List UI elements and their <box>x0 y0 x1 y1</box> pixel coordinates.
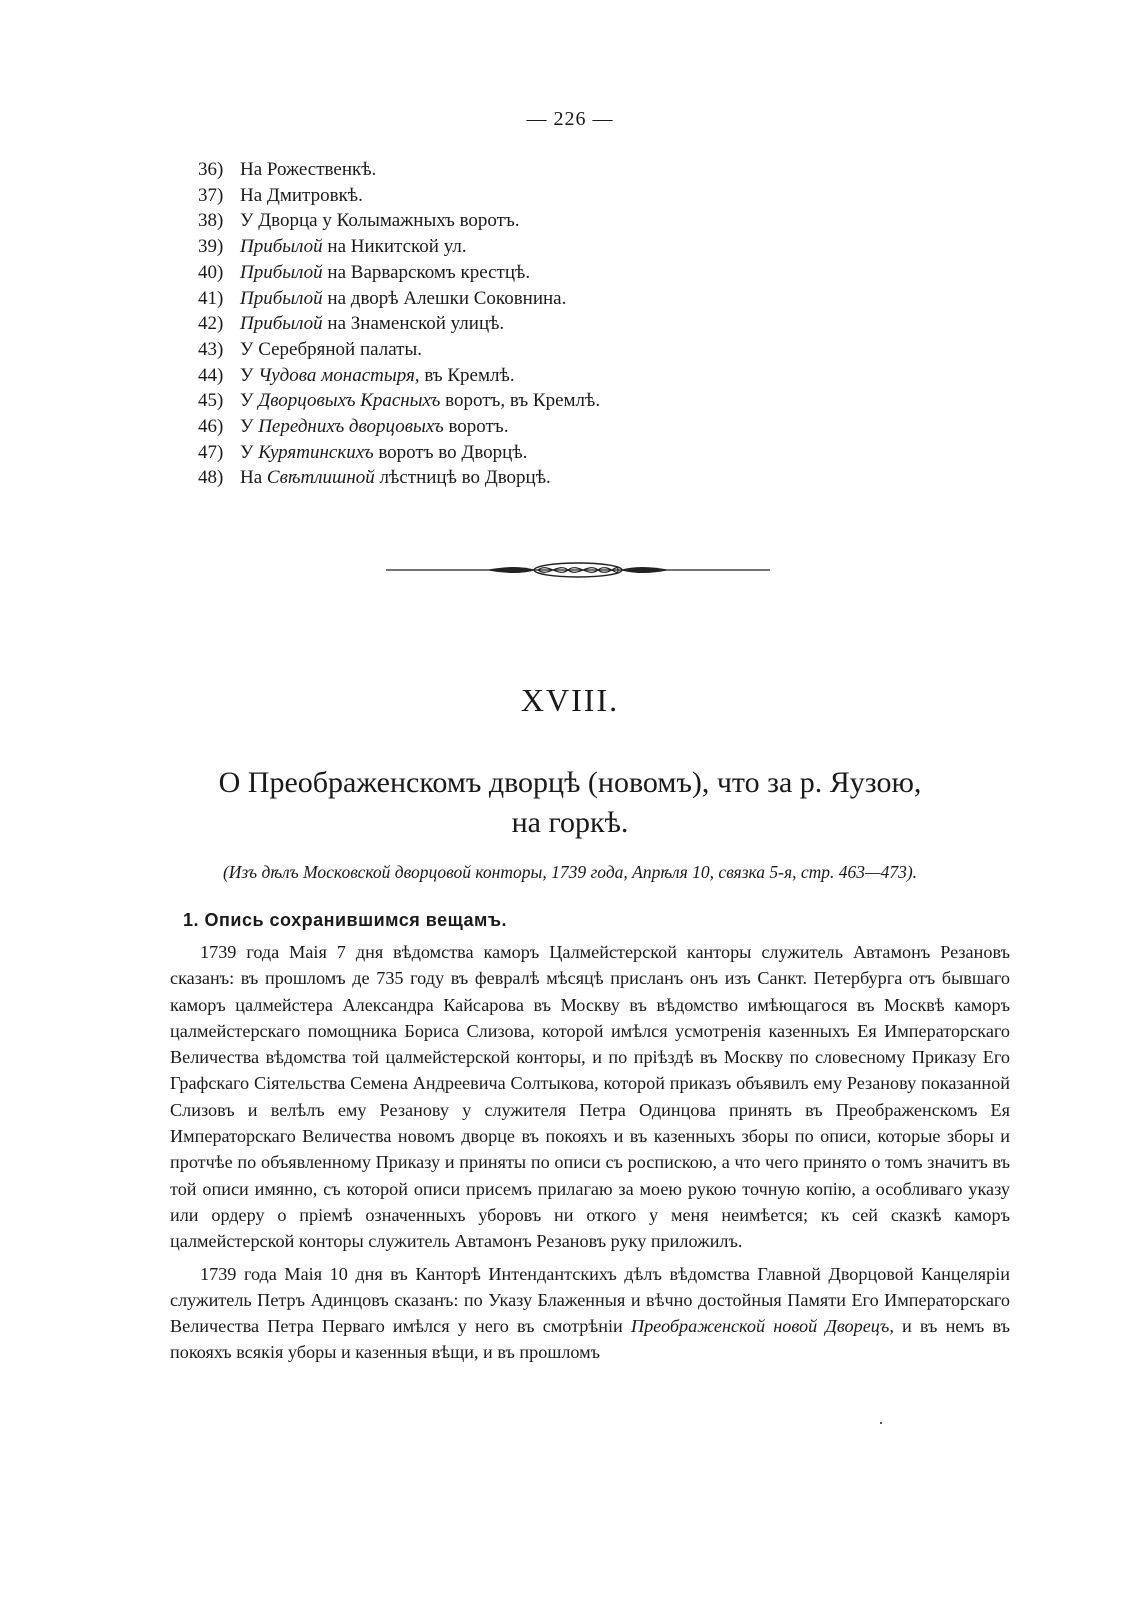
chapter-title <box>150 763 990 843</box>
ornament-divider <box>386 560 770 580</box>
chapter-title-line: на горкѣ. <box>511 806 629 839</box>
item-number: 41) <box>198 287 224 309</box>
item-number: 39) <box>198 236 224 258</box>
list-item: 40) Прибылой на Варварскомъ крестцѣ. <box>198 260 600 286</box>
list-item: 41) Прибылой на дворѣ Алешки Соковнина. <box>198 286 600 312</box>
item-number: 44) <box>198 364 224 386</box>
chapter-title-line: О Преображенскомъ дворцѣ (новомъ), что за р. Яузою, <box>218 766 922 799</box>
item-number: 42) <box>198 313 224 335</box>
item-number: 47) <box>198 441 224 463</box>
list-item: 43) У Серебряной палаты. <box>198 337 600 363</box>
item-number: 46) <box>198 416 224 438</box>
item-number: 45) <box>198 390 224 412</box>
source-note: (Изъ дѣлъ Московской дворцовой конторы, 1739 года, Апрѣля 10, связка 5-я, стр. 463—473). <box>222 862 918 882</box>
ink-speck <box>880 1422 882 1424</box>
location-list <box>198 157 600 491</box>
list-item: 37) На Дмитровкѣ. <box>198 183 600 209</box>
list-item: 36) На Рожественкѣ. <box>198 157 600 183</box>
body-text <box>170 939 1010 1372</box>
item-number: 40) <box>198 261 224 283</box>
item-number: 36) <box>198 159 224 180</box>
list-item: 39) Прибылой на Никитской ул. <box>198 234 600 260</box>
list-item: 46) У Переднихъ дворцовыхъ воротъ. <box>198 414 600 440</box>
paragraph: 1739 года Маія 10 дня въ Канторѣ Интендантскихъ дѣлъ вѣдомства Главной Дворцовой Канцеляріи служитель Петръ Адинцовъ сказанъ: по Указу Блаженныя и вѣчно достойныя Памяти Его Императорскаго Величества Петра Перваго имѣлся у него въ смотрѣніи Преображенской новой Дворецъ, и въ немъ въ покояхъ всякія уборы и казенныя вѣщи, и въ прошломъ <box>170 1263 1010 1363</box>
item-number: 43) <box>198 338 224 360</box>
chapter-numeral: XVIII. <box>520 682 620 718</box>
list-item: 48) На Свѣтлишной лѣстницѣ во Дворцѣ. <box>198 465 600 491</box>
section-heading: 1. Опись сохранившимся вещамъ. <box>183 910 507 930</box>
item-number: 37) <box>198 184 224 206</box>
page-number: — 226 — <box>526 108 614 130</box>
list-item: 38) У Дворца у Колымажныхъ воротъ. <box>198 208 600 234</box>
list-item: 47) У Курятинскихъ воротъ во Дворцѣ. <box>198 440 600 466</box>
list-item: 45) У Дворцовыхъ Красныхъ воротъ, въ Кремлѣ. <box>198 388 600 414</box>
item-number: 48) <box>198 467 224 489</box>
paragraph: 1739 года Маія 7 дня вѣдомства каморъ Цалмейстерской канторы служитель Автамонъ Резановъ сказанъ: въ прошломъ де 735 году въ февралѣ мѣсяцѣ присланъ онъ изъ Санкт. Петербурга отъ бывшаго каморъ цалмейстера Александра Кайсарова въ Москву въ вѣдомство имѣющагося въ Москвѣ каморъ цалмейстерскаго помощника Бориса Слизова, которой имѣлся усмотренія казенныхъ Ея Императорскаго Величества вѣдомства той цалмейстерской конторы, и по пріѣздѣ въ Москву по словесному Приказу Его Графскаго Сіятельства Семена Андреевича Солтыкова, которой приказъ объявилъ ему Резанову показанной Слизовъ и велѣлъ ему Резанову у служителя Петра Одинцова принять въ Преображенскомъ Ея Императорскаго Величества новомъ дворце въ покояхъ и въ казенныхъ зборы по описи, которые зборы и протчѣе по объявленному Приказу и приняты по описи съ роспискою, а что чего принято о томъ значитъ въ той описи имянно, съ которой описи присемъ прилагаю за моею рукою точную копію, а особливаго указу или ордеру о пріемѣ означенныхъ уборовъ ни откого у меня неимѣется; къ сей сказкѣ каморъ цалмейстерской конторы служитель Автамонъ Резановъ руку приложилъ. <box>170 942 1010 1252</box>
list-item: 44) У Чудова монастыря, въ Кремлѣ. <box>198 363 600 389</box>
item-number: 38) <box>198 210 224 232</box>
list-item: 42) Прибылой на Знаменской улицѣ. <box>198 311 600 337</box>
